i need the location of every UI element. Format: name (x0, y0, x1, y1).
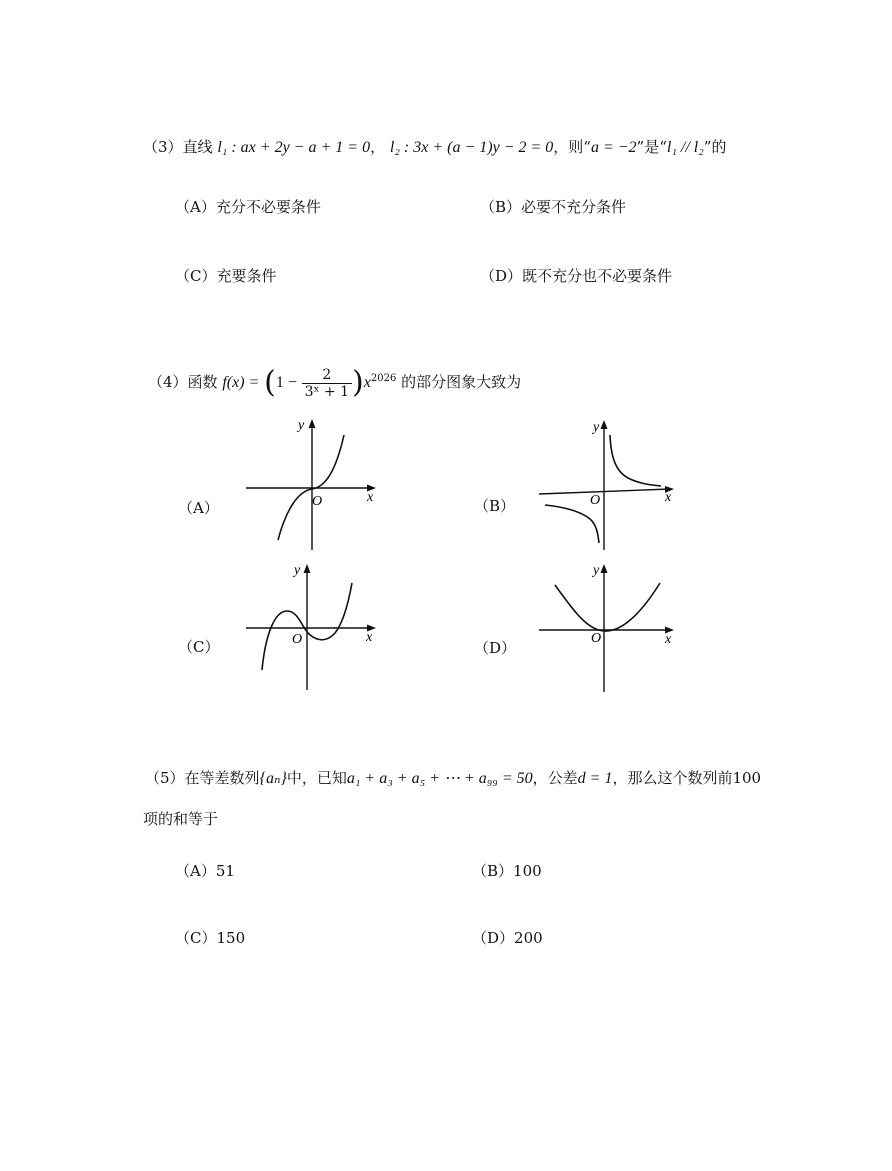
q3-mid: ，则“ (553, 138, 591, 156)
q3-option-b[interactable] (480, 196, 626, 217)
q5-number: （5） (145, 769, 185, 787)
q5-text1: 在等差数列 (184, 769, 260, 787)
q3-option-d[interactable] (480, 265, 672, 286)
y-axis-arrow (601, 564, 608, 573)
option-label: （B） (472, 862, 514, 880)
q5-text3: ，公差 (532, 769, 578, 787)
y-axis-arrow (309, 419, 316, 428)
origin-label: O (590, 493, 601, 508)
q4-one-minus: 1 − (275, 374, 297, 391)
q3-mid2: ”是“ (636, 138, 667, 156)
option-label: （C） (175, 267, 217, 285)
q4-graph-label-c[interactable]: （C） (178, 638, 220, 656)
q3-tail: ”的 (703, 138, 727, 156)
q5-option-a[interactable] (175, 860, 235, 881)
axis-x-label: x (665, 490, 672, 505)
option-text: 150 (216, 929, 246, 947)
q3-option-a[interactable] (175, 196, 321, 217)
option-text: 充要条件 (216, 267, 277, 285)
q5-d-expr: d = 1 (577, 770, 613, 787)
option-label: （A） (175, 862, 216, 880)
option-text: 200 (514, 929, 543, 947)
q5-sum-expr: a₁ + a₃ + a₅ + ⋯ + a₉₉ = 50 (346, 770, 533, 787)
q4-frac-den: 3ˣ + 1 (304, 383, 350, 400)
q4-paren-open: ( (264, 365, 276, 400)
q5-stem-line2: 项的和等于 (143, 810, 219, 828)
q4-graph-d[interactable] (535, 555, 680, 695)
curve (555, 583, 660, 631)
q4-frac-num: 2 (302, 367, 352, 384)
q3-stem (143, 136, 726, 157)
axis-y-label: y (593, 563, 600, 578)
q5-stem-line1 (145, 767, 761, 788)
origin-label: O (591, 631, 602, 646)
option-text: 必要不充分条件 (521, 198, 627, 216)
option-text: 既不充分也不必要条件 (522, 267, 673, 285)
q4-stem (148, 356, 521, 402)
axis-y-label: y (294, 563, 301, 578)
q3-lead: 直线 (182, 138, 213, 156)
y-axis-arrow (304, 564, 311, 573)
option-label: （D） (472, 929, 515, 947)
q3-line2: l₂ : 3x + (a − 1)y − 2 = 0 (389, 139, 554, 156)
curve-right (610, 435, 661, 486)
q5-option-d[interactable] (472, 927, 543, 948)
origin-label: O (292, 632, 303, 647)
q5-option-b[interactable] (472, 860, 542, 881)
q5-sequence: {aₙ} (259, 770, 287, 787)
q4-graph-label-d[interactable]: （D） (474, 639, 517, 657)
q3-option-c[interactable] (175, 265, 277, 286)
axis-y-label: y (593, 420, 600, 435)
q4-power-base: x (363, 374, 371, 391)
q4-graph-label-a[interactable]: （A） (178, 499, 219, 517)
q4-graph-label-b[interactable]: （B） (474, 497, 516, 515)
q3-line1: l₁ : ax + 2y − a + 1 = 0 (217, 139, 371, 156)
option-label: （D） (480, 267, 523, 285)
axis-x-label: x (367, 490, 374, 505)
origin-label: O (312, 494, 323, 509)
curve-left (545, 505, 599, 543)
option-text: 51 (215, 862, 235, 880)
option-text: 100 (513, 862, 542, 880)
axis-y-label: y (298, 418, 305, 433)
q3-condition: a = −2 (590, 139, 637, 156)
q4-power-exp: 2026 (370, 373, 397, 384)
axis-x-label: x (366, 630, 373, 645)
q4-graph-a[interactable] (240, 415, 380, 555)
option-label: （A） (175, 198, 216, 216)
y-axis-arrow (601, 420, 608, 429)
q4-tail: 的部分图象大致为 (401, 373, 522, 391)
option-label: （C） (175, 929, 217, 947)
q5-text2: 中，已知 (286, 769, 347, 787)
q4-graph-c[interactable] (240, 555, 380, 695)
q4-number: （4） (148, 373, 188, 391)
q4-graph-b[interactable] (535, 415, 680, 555)
q5-option-c[interactable] (175, 927, 245, 948)
q3-parallel: l₁ // l₂ (666, 139, 704, 156)
q3-number: （3） (143, 138, 183, 156)
q4-func-lhs: f(x) = (222, 374, 260, 391)
q5-text4: ，那么这个数列前100 (612, 769, 762, 787)
q3-sep: ， (370, 138, 386, 156)
option-label: （B） (480, 198, 522, 216)
option-text: 充分不必要条件 (215, 198, 321, 216)
q4-paren-close: ) (352, 365, 364, 400)
axis-x-label: x (665, 632, 672, 647)
q4-lead: 函数 (187, 373, 218, 391)
q4-fraction (302, 367, 352, 400)
